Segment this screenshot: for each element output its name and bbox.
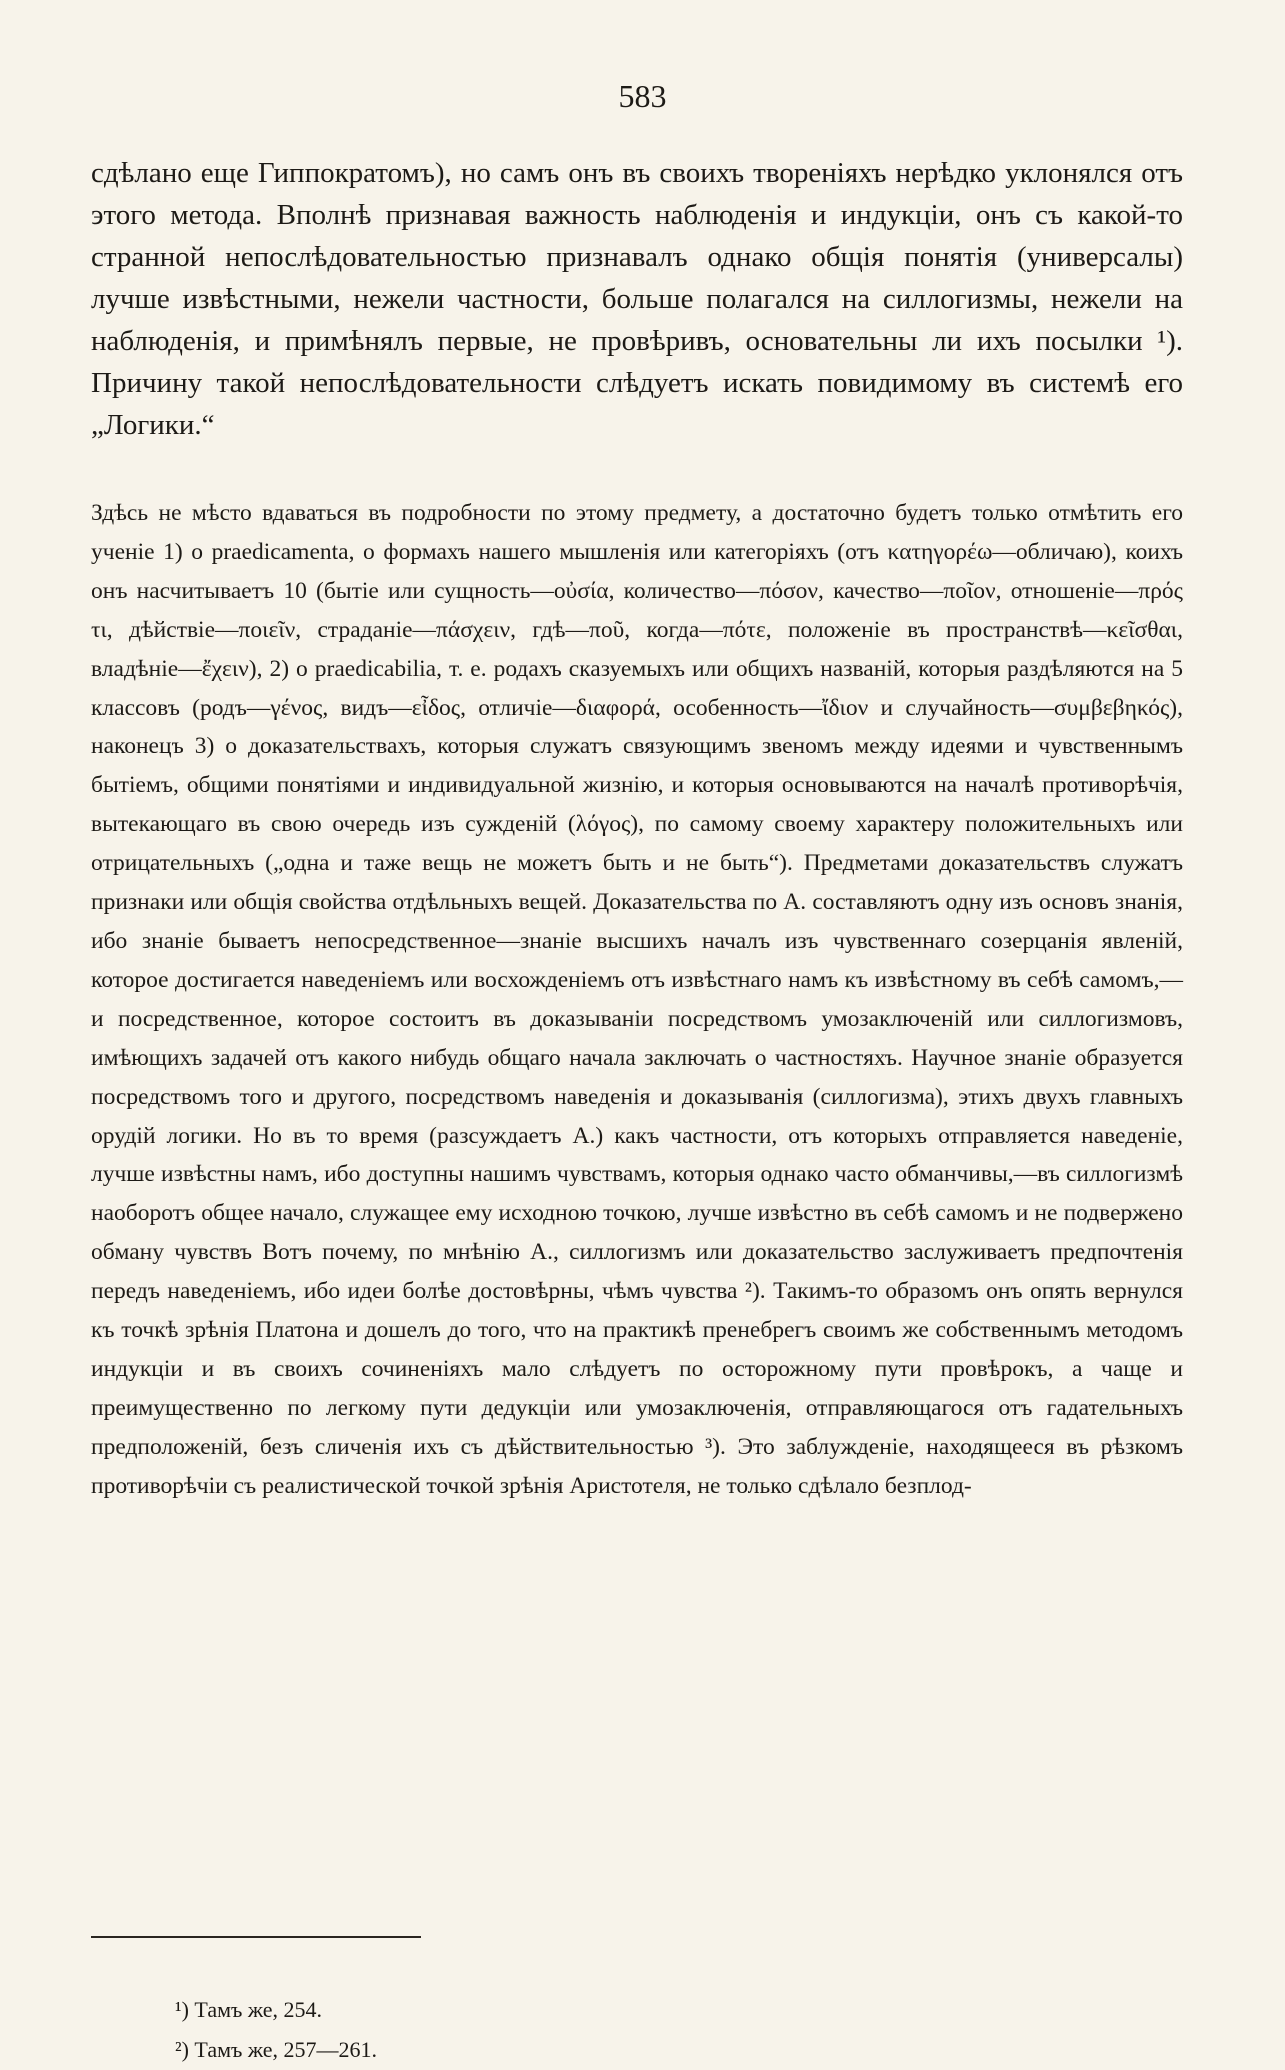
small-print-paragraph: Здѣсь не мѣсто вдаваться въ подробности по этому предмету, а достаточно будетъ только отмѣтить его ученіе 1) о praedicamenta, о формахъ нашего мышленія или категоріяхъ (отъ κατηγορέω—обличаю), коихъ онъ насчитываетъ 10 (бытіе или сущность—οὐσία, количество—πόσον, качество—ποῖον, отношеніе—πρός τι, дѣйствіе—ποιεῖν, страданіе—πάσχειν, гдѣ—ποῦ, когда—πότε, положеніе въ пространствѣ—κεῖσθαι, владѣніе—ἔχειν), 2) о praedicabilia, т. е. родахъ сказуемыхъ или общихъ названій, которыя раздѣляются на 5 классовъ (родъ—γένος, видъ—εἶδος, отличіе—διαφορά, особенность—ἴδιον и случайность—συμβεβηκός), наконецъ 3) о доказательствахъ, которыя служатъ связующимъ звеномъ между идеями и чувственнымъ бытіемъ, общими понятіями и индивидуальной жизнію, и которыя основываются на началѣ противорѣчія, вытекающаго въ свою очередь изъ сужденій (λόγος), по самому своему характеру положительныхъ или отрицательныхъ („одна и таже вещь не можетъ быть и не быть“). Предметами доказательствъ служатъ признаки или общія свойства отдѣльныхъ вещей. Доказательства по А. составляютъ одну изъ основъ знанія, ибо знаніе бываетъ непосредственное—знаніе высшихъ началъ изъ чувственнаго созерцанія явленій, которое достигается наведеніемъ или восхожденіемъ отъ извѣстнаго намъ къ извѣстному въ себѣ самомъ,—и посредственное, которое состоитъ въ доказываніи посредствомъ умозаключеній или силлогизмовъ, имѣющихъ задачей отъ какого нибудь общаго начала заключать о частностяхъ. Научное знаніе образуется посредствомъ того и другого, посредствомъ наведенія и доказыванія (силлогизма), этихъ двухъ главныхъ орудій логики. Но въ то время (разсуждаетъ А.) какъ частности, отъ которыхъ отправляется наведеніе, лучше извѣстны намъ, ибо доступны нашимъ чувствамъ, которыя однако часто обманчивы,—въ силлогизмѣ наоборотъ общее начало, служащее ему исходною точкою, лучше извѣстно въ себѣ самомъ и не подвержено обману чувствъ Вотъ почему, по мнѣнію А., силлогизмъ или доказательство заслуживаетъ предпочтенія передъ наведеніемъ, ибо идеи болѣе достовѣрны, чѣмъ чувства ²). Такимъ-то образомъ онъ опять вернулся къ точкѣ зрѣнія Платона и дошелъ до того, что на практикѣ пренебрегъ своимъ же собственнымъ методомъ индукціи и въ своихъ сочиненіяхъ мало слѣдуетъ по осторожному пути провѣрокъ, а чаще и преимущественно по легкому пути дедукціи или умозаключенія, отправляющагося отъ гадательныхъ предположеній, безъ сличенія ихъ съ дѣйствительностью ³). Это заблужденіе, находящееся въ рѣзкомъ противорѣчіи съ реалистической точкой зрѣнія Аристотеля, не только сдѣлало безплод-	[91, 500, 1183, 1499]
page-number: 583	[618, 78, 667, 114]
main-paragraph: сдѣлано еще Гиппократомъ), но самъ онъ въ своихъ твореніяхъ нерѣдко уклонялся отъ этого метода. Вполнѣ признавая важность наблюденія и индукціи, онъ съ какой-то странной непослѣдовательностью признавалъ однако общія понятія (универсалы) лучше извѣстными, нежели частности, больше полагался на силлогизмы, нежели на наблюденія, и примѣнялъ первые, не провѣривъ, основательны ли ихъ посылки ¹). Причину такой непослѣдовательности слѣдуетъ искать повидимому въ системѣ его „Логики.“	[91, 157, 1183, 441]
footnote-2: ²) Тамъ же, 257—261.	[175, 2037, 378, 2062]
footnote-1: ¹) Тамъ же, 254.	[175, 1997, 323, 2022]
footnotes	[175, 1990, 377, 2070]
footnote-divider	[91, 1936, 421, 1938]
